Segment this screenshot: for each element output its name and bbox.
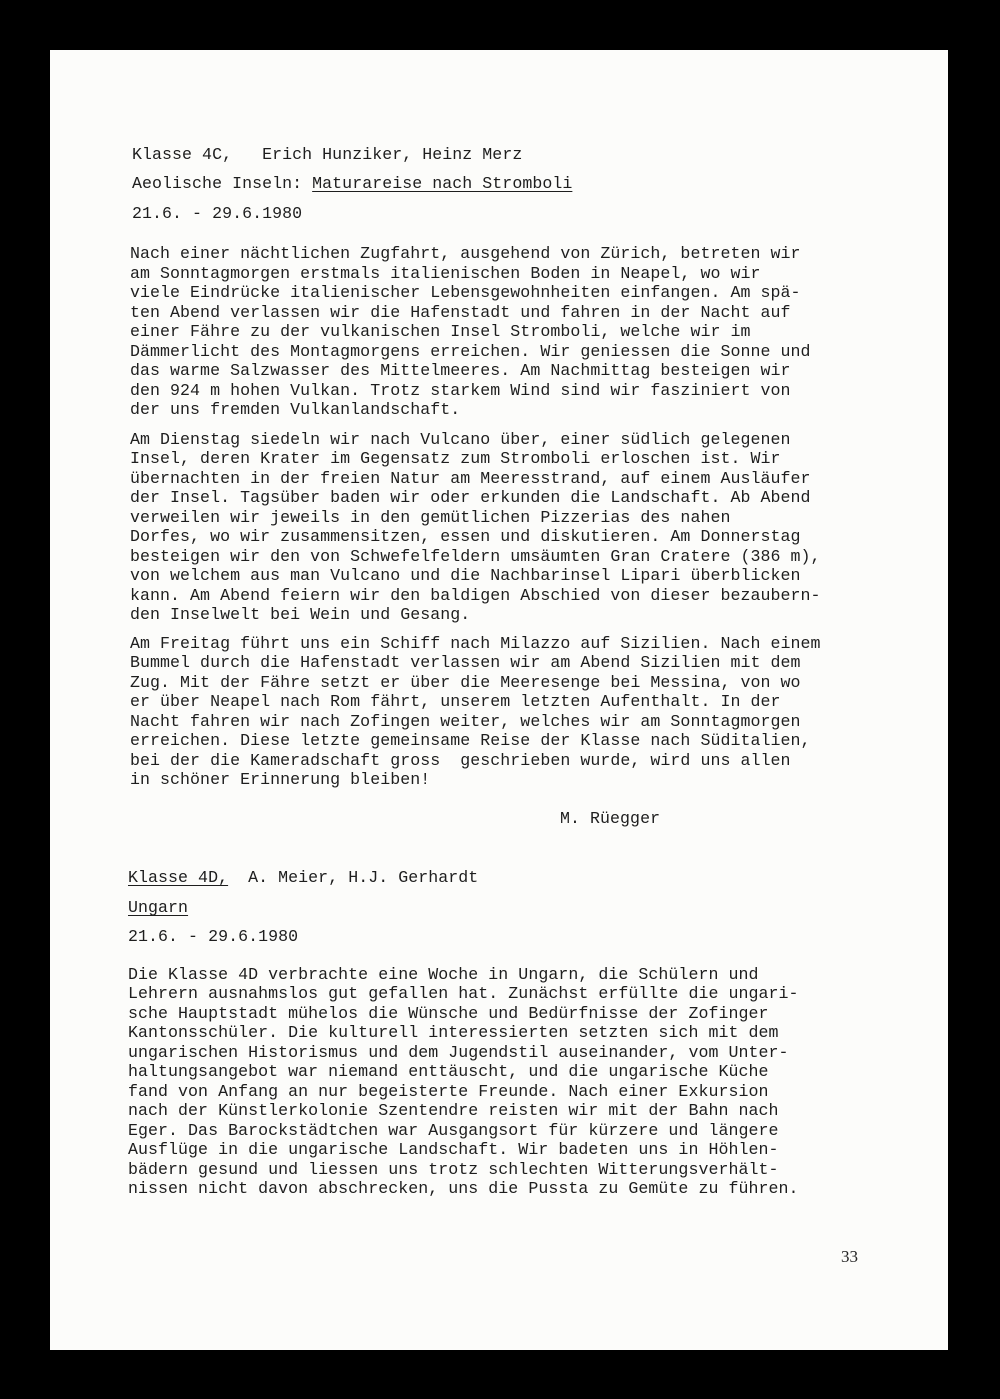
text-line: in schöner Erinnerung bleiben! xyxy=(130,770,431,789)
text-line: Zug. Mit der Fähre setzt er über die Meeresenge bei Messina, von wo xyxy=(130,673,801,692)
text-line: am Sonntagmorgen erstmals italienischen Boden in Neapel, wo wir xyxy=(130,264,761,283)
text-line: Bummel durch die Hafenstadt verlassen wir am Abend Sizilien mit dem xyxy=(130,653,801,672)
text-line: bei der die Kameradschaft gross geschrieben wurde, wird uns allen xyxy=(130,751,791,770)
section1-header-line xyxy=(132,145,522,165)
signature: M. Rüegger xyxy=(560,809,661,828)
text-line: kann. Am Abend feiern wir den baldigen Abschied von dieser bezaubern- xyxy=(130,586,821,605)
text-line: Nacht fahren wir nach Zofingen weiter, welches wir am Sonntagmorgen xyxy=(130,712,801,731)
text-line: haltungsangebot war niemand enttäuscht, und die ungarische Küche xyxy=(128,1062,769,1081)
text-line: Kantonsschüler. Die kulturell interessierten setzten sich mit dem xyxy=(128,1023,779,1042)
section2-class-label: Klasse 4D, xyxy=(128,868,229,887)
text-line: Dämmerlicht des Montagmorgens erreichen. Wir geniessen die Sonne und xyxy=(130,342,811,361)
text-line: den 924 m hohen Vulkan. Trotz starkem Wind sind wir fasziniert von xyxy=(130,381,791,400)
section1-class-label: Klasse 4C, xyxy=(132,145,233,164)
text-line: von welchem aus man Vulcano und die Nachbarinsel Lipari überblicken xyxy=(130,566,801,585)
section2-teachers: A. Meier, H.J. Gerhardt xyxy=(248,868,479,887)
text-line: den Inselwelt bei Wein und Gesang. xyxy=(130,605,471,624)
text-line: nach der Künstlerkolonie Szentendre reisten wir mit der Bahn nach xyxy=(128,1101,779,1120)
text-line: fand von Anfang an nur begeisterte Freunde. Nach einer Exkursion xyxy=(128,1082,769,1101)
text-line: viele Eindrücke italienischer Lebensgewohnheiten einfangen. Am spä- xyxy=(130,283,801,302)
section2-title: Ungarn xyxy=(128,898,189,917)
text-line: ten Abend verlassen wir die Hafenstadt und fahren in der Nacht auf xyxy=(130,303,791,322)
section1-teachers: Erich Hunziker, Heinz Merz xyxy=(262,145,523,164)
text-line: Am Dienstag siedeln wir nach Vulcano über, einer südlich gelegenen xyxy=(130,430,791,449)
text-line: bädern gesund und liessen uns trotz schlechten Witterungsverhält- xyxy=(128,1160,779,1179)
text-line: Insel, deren Krater im Gegensatz zum Stromboli erloschen ist. Wir xyxy=(130,449,781,468)
text-line: Ausflüge in die ungarische Landschaft. Wir badeten uns in Höhlen- xyxy=(128,1140,779,1159)
text-line: sche Hauptstadt mühelos die Wünsche und Bedürfnisse der Zofinger xyxy=(128,1004,769,1023)
text-line: nissen nicht davon abschrecken, uns die Pussta zu Gemüte zu führen. xyxy=(128,1179,799,1198)
text-line: Eger. Das Barockstädtchen war Ausgangsort für kürzere und längere xyxy=(128,1121,779,1140)
text-line: der Insel. Tagsüber baden wir oder erkunden die Landschaft. Ab Abend xyxy=(130,488,811,507)
document-page xyxy=(50,50,948,1350)
text-line: übernachten in der freien Natur am Meeresstrand, auf einem Ausläufer xyxy=(130,469,811,488)
page-number: 33 xyxy=(841,1247,858,1266)
section1-destination-prefix: Aeolische Inseln: xyxy=(132,174,313,193)
section2-dates: 21.6. - 29.6.1980 xyxy=(128,927,299,946)
section2-header-line xyxy=(128,868,478,888)
text-line: der uns fremden Vulkanlandschaft. xyxy=(130,400,461,419)
text-line: einer Fähre zu der vulkanischen Insel Stromboli, welche wir im xyxy=(130,322,751,341)
section1-destination-line xyxy=(132,174,572,194)
text-line: Lehrern ausnahmslos gut gefallen hat. Zunächst erfüllte die ungari- xyxy=(128,984,799,1003)
section1-dates: 21.6. - 29.6.1980 xyxy=(132,204,303,223)
text-line: verweilen wir jeweils in den gemütlichen Pizzerias des nahen xyxy=(130,508,731,527)
text-line: erreichen. Diese letzte gemeinsame Reise der Klasse nach Süditalien, xyxy=(130,731,811,750)
text-line: ungarischen Historismus und dem Jugendstil auseinander, vom Unter- xyxy=(128,1043,789,1062)
text-line: Dorfes, wo wir zusammensitzen, essen und diskutieren. Am Donnerstag xyxy=(130,527,801,546)
section1-title: Maturareise nach Stromboli xyxy=(312,174,573,193)
text-line: das warme Salzwasser des Mittelmeeres. Am Nachmittag besteigen wir xyxy=(130,361,791,380)
text-line: er über Neapel nach Rom fährt, unserem letzten Aufenthalt. In der xyxy=(130,692,781,711)
text-line: Am Freitag führt uns ein Schiff nach Milazzo auf Sizilien. Nach einem xyxy=(130,634,821,653)
text-line: Nach einer nächtlichen Zugfahrt, ausgehend von Zürich, betreten wir xyxy=(130,244,801,263)
text-line: Die Klasse 4D verbrachte eine Woche in Ungarn, die Schülern und xyxy=(128,965,759,984)
text-line: besteigen wir den von Schwefelfeldern umsäumten Gran Cratere (386 m), xyxy=(130,547,821,566)
